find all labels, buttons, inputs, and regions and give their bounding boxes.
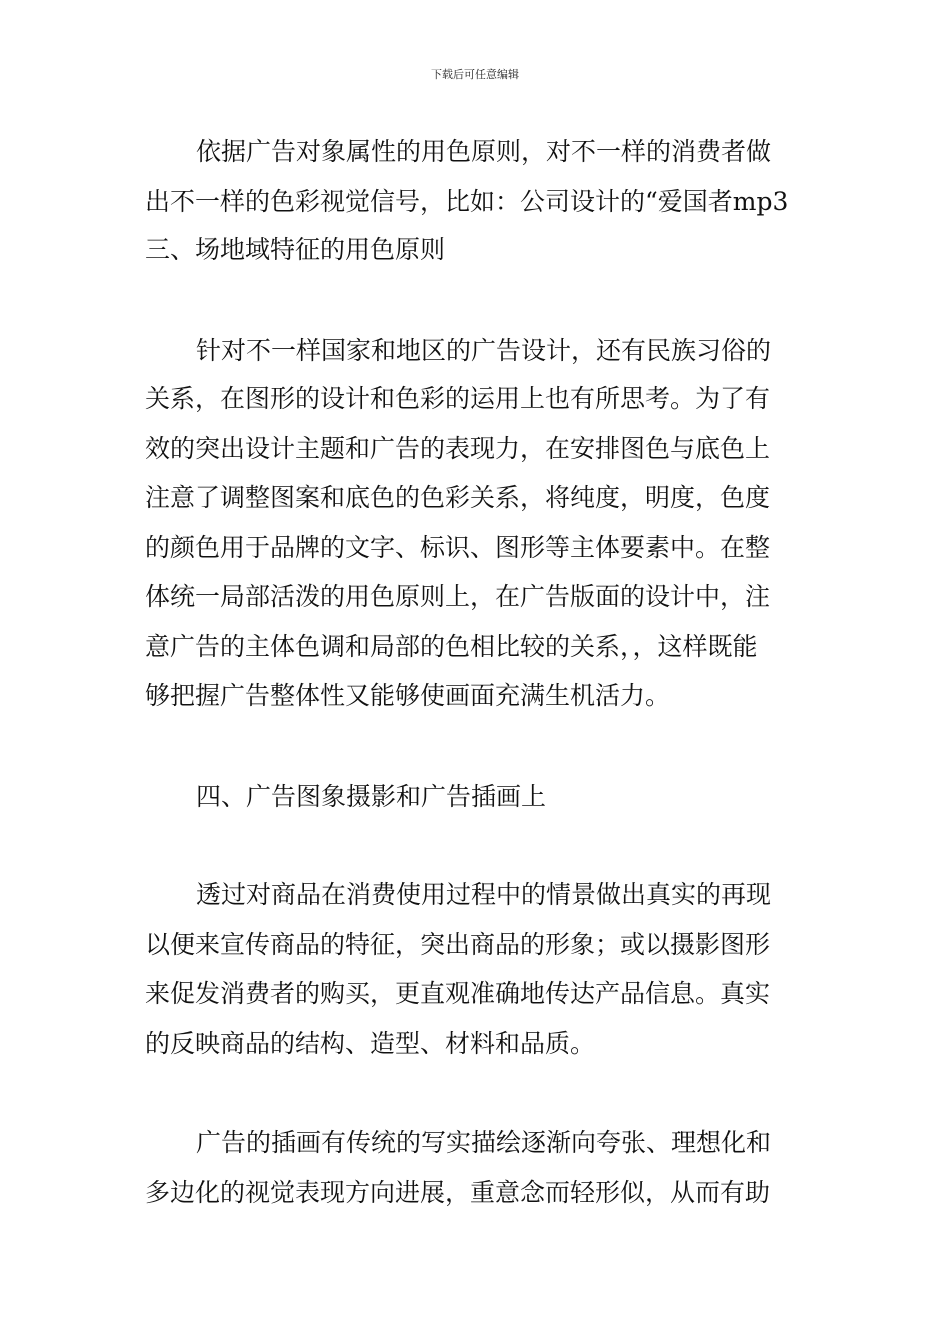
paragraph-line: 多边化的视觉表现方向进展，重意念而轻形似，从而有助	[145, 1178, 771, 1207]
paragraph-line: 体统一局部活泼的用色原则上，在广告版面的设计中，注	[145, 582, 771, 611]
paragraph-line: 效的突出设计主题和广告的表现力，在安排图色与底色上	[145, 434, 771, 463]
paragraph-line: 出不一样的色彩视觉信号，比如：公司设计的“爱国者mp3	[145, 187, 789, 216]
paragraph-line: 以便来宣传商品的特征，突出商品的形象；或以摄影图形	[145, 930, 771, 959]
paragraph-line: 透过对商品在消费使用过程中的情景做出真实的再现	[196, 880, 772, 909]
section-heading: 三、场地域特征的用色原则	[145, 235, 446, 264]
page-header: 下载后可任意编辑	[431, 68, 519, 81]
paragraph-line: 意广告的主体色调和局部的色相比较的关系，，这样既能	[145, 632, 758, 661]
paragraph-line: 来促发消费者的购买，更直观准确地传达产品信息。真实	[145, 979, 771, 1008]
paragraph-line: 依据广告对象属性的用色原则，对不一样的消费者做	[196, 137, 772, 166]
paragraph-line: 的反映商品的结构、造型、材料和品质。	[145, 1029, 596, 1058]
paragraph-line: 关系，在图形的设计和色彩的运用上也有所思考。为了有	[145, 384, 771, 413]
paragraph-line: 够把握广告整体性又能够使画面充满生机活力。	[145, 681, 671, 710]
paragraph-line: 针对不一样国家和地区的广告设计，还有民族习俗的	[196, 336, 772, 365]
paragraph-line: 的颜色用于品牌的文字、标识、图形等主体要素中。在整	[145, 533, 771, 562]
paragraph-line: 广告的插画有传统的写实描绘逐渐向夸张、理想化和	[196, 1128, 772, 1157]
section-heading: 四、广告图象摄影和广告插画上	[196, 782, 547, 811]
paragraph-line: 注意了调整图案和底色的色彩关系，将纯度，明度，色度	[145, 483, 771, 512]
